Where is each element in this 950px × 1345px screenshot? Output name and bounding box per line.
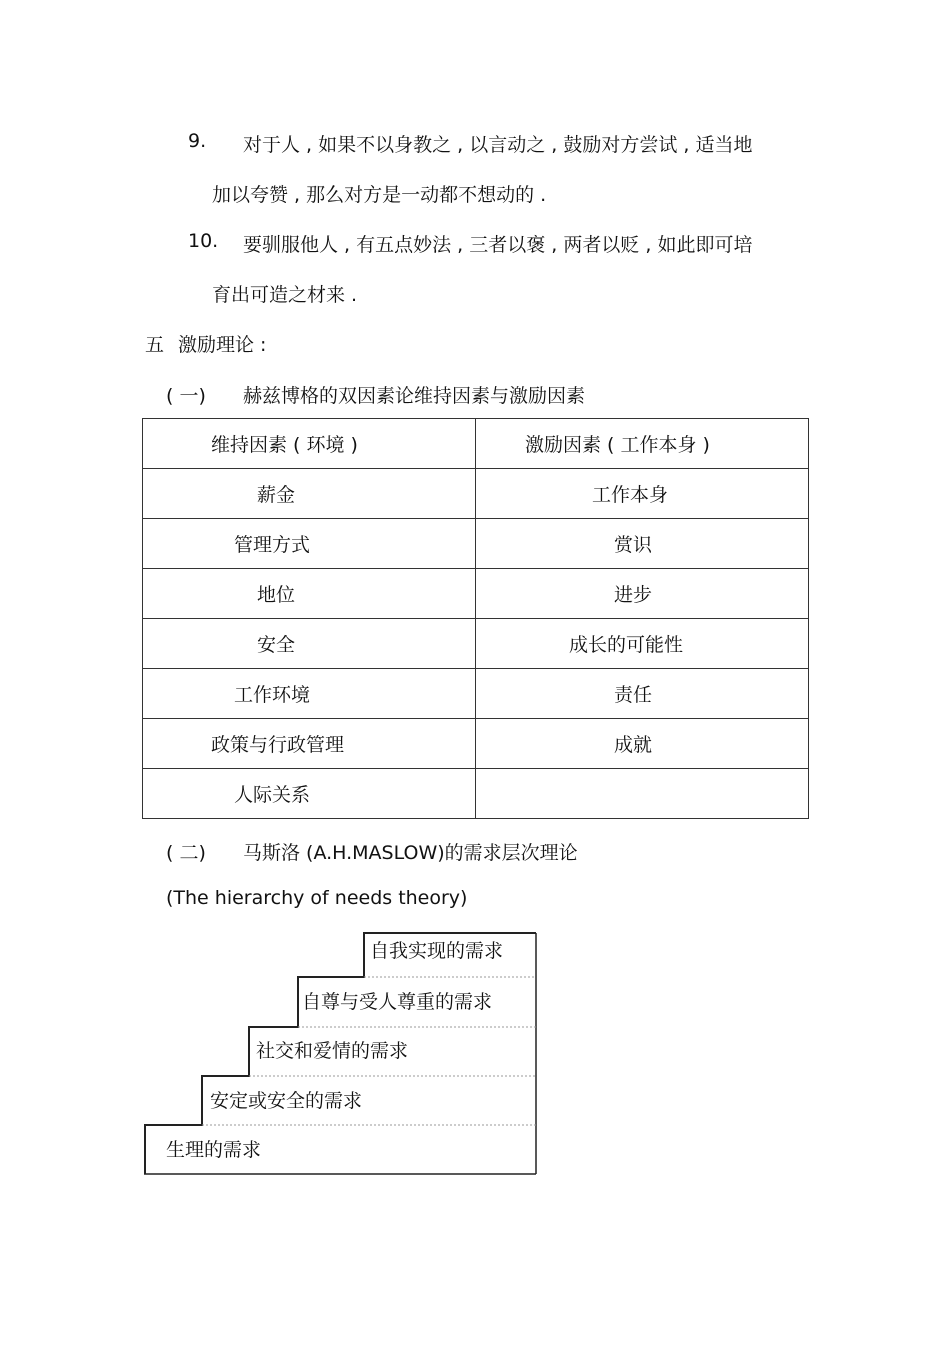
item-number-9: 9. [188,130,207,152]
table-row [143,519,809,569]
section-five-label: 五 [145,334,165,356]
step-social-love: 社交和爱情的需求 [256,1040,409,1062]
table-cell [143,469,476,519]
table-cell [476,719,809,769]
header-maintenance-factors: 维持因素 ( 环境 ) [211,434,358,456]
header-motivation-factors: 激励因素 ( 工作本身 ) [525,434,710,456]
table-cell [143,569,476,619]
table-cell [143,719,476,769]
table-cell [476,769,809,819]
table-cell [476,469,809,519]
item-9-line-2: 加以夸赞 , 那么对方是一动都不想动的 . [212,184,547,206]
table-row [143,469,809,519]
cell-text: 成就 [614,734,653,756]
cell-text: 安全 [257,634,296,656]
part-two-label: ( 二) [166,842,206,864]
part-two-subtitle: (The hierarchy of needs theory) [166,887,468,909]
table-header-row [143,419,809,469]
step-self-actualization: 自我实现的需求 [370,940,504,962]
cell-text: 地位 [257,584,296,606]
item-9-line-1: 对于人 , 如果不以身教之 , 以言动之 , 鼓励对方尝试 , 适当地 [243,134,753,156]
cell-text: 成长的可能性 [569,634,684,656]
part-two-title: 马斯洛 (A.H.MASLOW)的需求层次理论 [243,842,578,864]
item-10-line-2: 育出可造之材来 . [212,284,358,306]
cell-text: 管理方式 [234,534,311,556]
item-10-line-1: 要驯服他人 , 有五点妙法 , 三者以褒 , 两者以贬 , 如此即可培 [243,234,753,256]
table-cell [143,619,476,669]
step-esteem: 自尊与受人尊重的需求 [302,991,493,1013]
table-cell [476,619,809,669]
table-row [143,569,809,619]
table-header-cell [476,419,809,469]
step-physiological: 生理的需求 [166,1139,262,1161]
cell-text: 进步 [614,584,653,606]
cell-text: 人际关系 [234,784,311,806]
item-number-10: 10. [188,230,219,252]
part-one-title: 赫兹博格的双因素论维持因素与激励因素 [243,385,586,407]
table-cell [143,669,476,719]
herzberg-factors-table [142,418,809,819]
cell-text: 责任 [614,684,653,706]
cell-text: 薪金 [257,484,296,506]
part-one-label: ( 一) [166,385,206,407]
table-cell [476,569,809,619]
table-cell [143,769,476,819]
table-cell [476,669,809,719]
section-five-title: 激励理论 : [178,334,267,356]
cell-text: 赏识 [614,534,653,556]
table-row [143,619,809,669]
table-cell [476,519,809,569]
cell-text: 工作本身 [592,484,669,506]
maslow-hierarchy-diagram [142,930,542,1180]
step-safety: 安定或安全的需求 [210,1090,363,1112]
table-row [143,769,809,819]
table-row [143,669,809,719]
table-header-cell [143,419,476,469]
cell-text: 政策与行政管理 [211,734,345,756]
cell-text: 工作环境 [234,684,311,706]
table-row [143,719,809,769]
table-cell [143,519,476,569]
